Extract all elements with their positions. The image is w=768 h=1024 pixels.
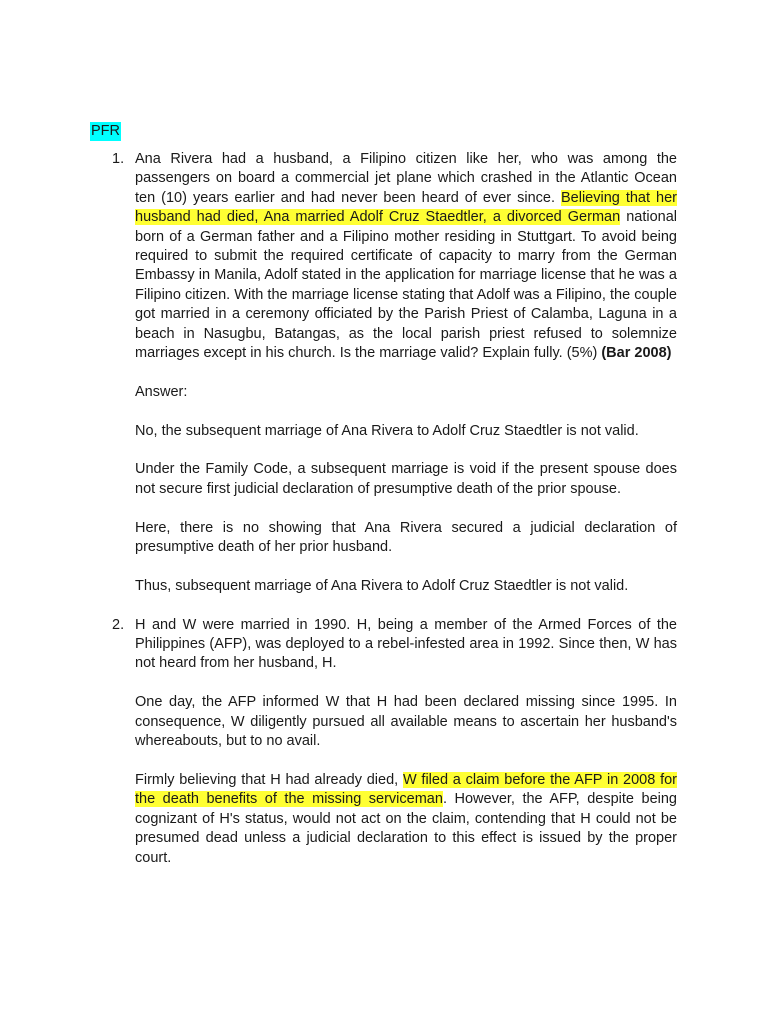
list-item bbox=[90, 150, 677, 596]
list-item bbox=[90, 616, 677, 868]
question-paragraph bbox=[135, 771, 677, 868]
highlighted-text: W filed a claim before the AFP in 2008 for the death benefits of the missing serviceman bbox=[135, 771, 677, 808]
answer-paragraph: No, the subsequent marriage of Ana Rivera to Adolf Cruz Staedtler is not valid. bbox=[135, 422, 639, 439]
question-text-continued: . However, the AFP, despite being cognizant of H's status, would not act on the claim, contending that H could not be presumed dead unless a judicial declaration to this effect is issued by the proper court. bbox=[135, 791, 677, 866]
question-text: Ana Rivera had a husband, a Filipino citizen like her, who was among the passengers on board a commercial jet plane which crashed in the Atlantic Ocean ten (10) years earlier and had never been heard of ever since. bbox=[135, 151, 677, 206]
highlighted-text: Believing that her husband had died, Ana married Adolf Cruz Staedtler, a divorced German bbox=[135, 189, 677, 226]
question-paragraph bbox=[135, 150, 677, 363]
answer-label: Answer: bbox=[135, 383, 188, 400]
answer-paragraph: Thus, subsequent marriage of Ana Rivera to Adolf Cruz Staedtler is not valid. bbox=[135, 577, 629, 594]
item-number: 2. bbox=[112, 616, 125, 633]
question-paragraph: One day, the AFP informed W that H had been declared missing since 1995. In consequence, W diligently pursued all available means to ascertain her husband's whereabouts, but to no avail. bbox=[135, 694, 677, 750]
item-number: 1. bbox=[112, 151, 125, 167]
question-paragraph: H and W were married in 1990. H, being a member of the Armed Forces of the Philippines (AFP), was deployed to a rebel-infested area in 1992. Since then, W has not heard from her husband, H. bbox=[135, 616, 677, 672]
question-text-continued: national born of a German father and a Filipino mother residing in Stuttgart. To avoid being required to submit the required certificate of capacity to marry from the German Embassy in Manila, Adolf stated in the application for marriage license that he was a Filipino citizen. With the marriage license stating that Adolf was a Filipino, the couple got married in a ceremony officiated by the Parish Priest of Calamba, Laguna in a beach in Nasugbu, Batangas, as the local parish priest refused to solemnize marriages except in his church. Is the marriage valid? Explain fully. (5%) bbox=[135, 209, 677, 362]
question-text: Firmly believing that H had already died, bbox=[135, 771, 403, 788]
answer-paragraph: Under the Family Code, a subsequent marriage is void if the present spouse does not secure first judicial declaration of presumptive death of the prior spouse. bbox=[135, 461, 677, 497]
section-heading: PFR bbox=[90, 122, 121, 141]
answer-paragraph: Here, there is no showing that Ana Rivera secured a judicial declaration of presumptive death of her prior husband. bbox=[135, 519, 677, 556]
question-list bbox=[90, 150, 677, 887]
bar-citation: (Bar 2008) bbox=[601, 345, 672, 362]
